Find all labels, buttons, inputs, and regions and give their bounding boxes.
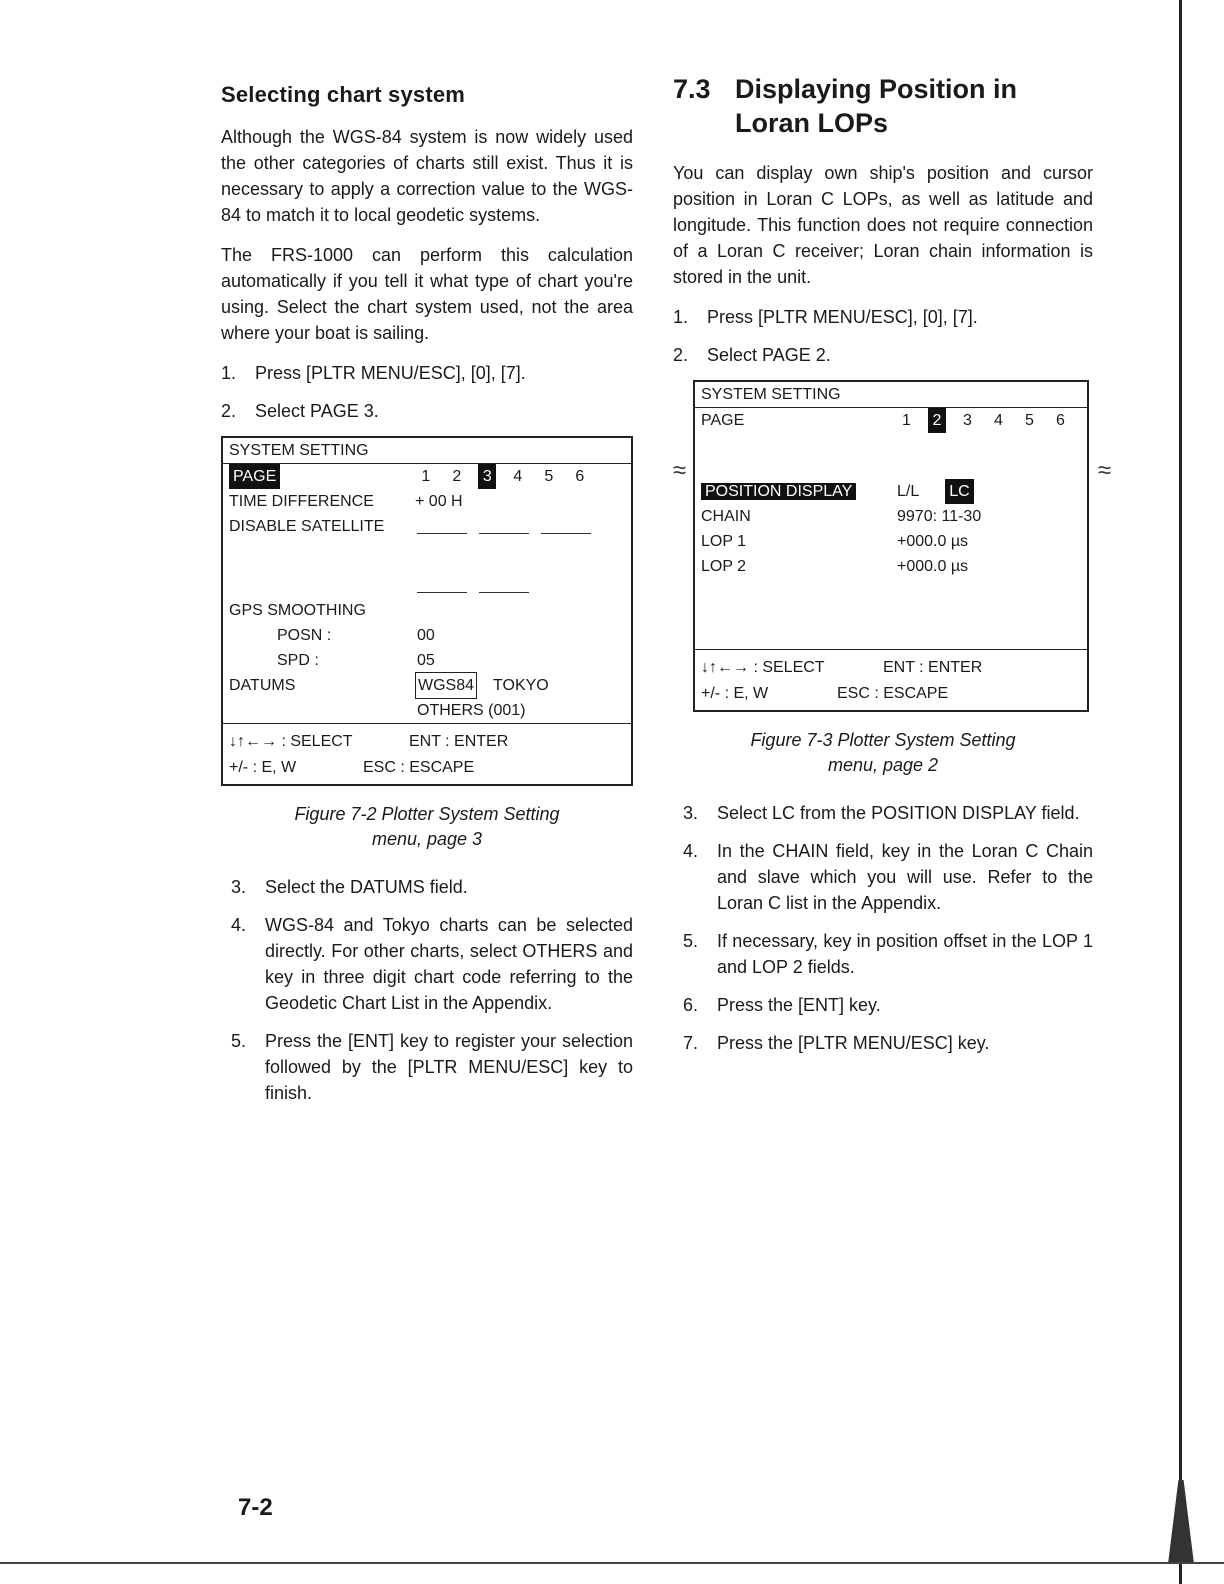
left-column: [221, 82, 633, 1118]
figure-caption: Figure 7-3 Plotter System Setting menu, page 2: [750, 730, 1016, 775]
list-item: 5. If necessary, key in position offset in the LOP 1 and LOP 2 fields.: [683, 931, 1093, 977]
page-selector: [410, 464, 595, 489]
figure-caption: Figure 7-2 Plotter System Setting menu, page 3: [294, 804, 560, 849]
footer-enter-hint: ENT : ENTER: [409, 732, 509, 750]
step-list: [673, 304, 1093, 368]
menu-row-datum-others: [223, 698, 631, 723]
system-setting-menu-page-3: [221, 436, 633, 786]
section-title: Displaying Position in Loran LOPs: [735, 74, 1018, 138]
datum-others[interactable]: OTHERS (001): [417, 702, 526, 719]
page-4[interactable]: 4: [994, 412, 1003, 429]
list-item: 1. Press [PLTR MENU/ESC], [0], [7].: [221, 363, 526, 383]
position-option-lc-selected[interactable]: LC: [945, 479, 973, 504]
menu-row-spacer: [223, 539, 631, 573]
position-display-field-selected[interactable]: POSITION DISPLAY: [701, 483, 856, 500]
right-column: [673, 72, 1111, 1068]
list-item: 4. In the CHAIN field, key in the Loran C Chain and slave which you will use. Refer to the Loran C list in the Appendix.: [683, 841, 1093, 913]
lop2-value[interactable]: +000.0 µs: [897, 558, 969, 575]
page-5[interactable]: 5: [544, 468, 554, 485]
paragraph: Although the WGS-84 system is now widely used the other categories of charts still exist. Thus it is necessary to apply a correction value to the WGS-84 to match it to local geodetic systems.: [221, 127, 633, 225]
satellite-slot[interactable]: [417, 519, 467, 534]
footer-escape-hint: ESC : ESCAPE: [363, 758, 475, 776]
footer-ew-hint: +/- : E, W: [701, 684, 769, 702]
list-item: 6. Press the [ENT] key.: [683, 995, 881, 1015]
menu-row-page: PAGE 1 2 3 4 5 6: [695, 408, 1087, 433]
paragraph: You can display own ship's position and cursor position in Loran C LOPs, as well as latitude and longitude. This function does not require connection of a Loran C receiver; Loran chain information is stored in the unit.: [673, 163, 1093, 287]
page-2[interactable]: 2: [452, 468, 462, 485]
page-3[interactable]: 3: [963, 412, 972, 429]
chain-value[interactable]: 9970: 11-30: [897, 508, 982, 525]
scan-edge-artifact: [1168, 1480, 1194, 1564]
subhead-selecting-chart-system: Selecting chart system: [221, 82, 466, 107]
menu-row-position-display: [695, 479, 1087, 504]
list-item: 2. Select PAGE 2.: [673, 345, 831, 365]
menu-row-page: [223, 464, 631, 489]
page-3-selected[interactable]: 3: [478, 464, 496, 489]
list-item: 2. Select PAGE 3.: [221, 401, 379, 421]
spd-value[interactable]: 05: [417, 652, 435, 669]
menu-row-gps-smoothing: GPS SMOOTHING: [229, 602, 366, 619]
menu-title: SYSTEM SETTING: [223, 438, 631, 464]
page-1[interactable]: 1: [421, 468, 431, 485]
list-item: 7. Press the [PLTR MENU/ESC] key.: [683, 1033, 990, 1053]
menu-footer: [695, 649, 1087, 710]
scan-edge-line: [1179, 0, 1182, 1584]
page-4[interactable]: 4: [513, 468, 523, 485]
list-item: 5. Press the [ENT] key to register your selection followed by the [PLTR MENU/ESC] key to finish.: [231, 1031, 633, 1103]
menu-row-lop2: LOP 2 +000.0 µs: [695, 554, 1087, 579]
lop1-value[interactable]: +000.0 µs: [897, 533, 969, 550]
satellite-slot[interactable]: [479, 578, 529, 593]
page-1[interactable]: 1: [902, 412, 911, 429]
menu-row-time-difference: TIME DIFFERENCE + 00 H: [223, 489, 631, 514]
menu-row-datums: DATUMS WGS84 TOKYO: [223, 673, 631, 698]
footer-select-hint: ↓↑←→ : SELECT: [701, 658, 825, 676]
footer-ew-hint: +/- : E, W: [229, 758, 297, 776]
posn-value[interactable]: 00: [417, 627, 435, 644]
list-item: 3. Select LC from the POSITION DISPLAY field.: [683, 803, 1080, 823]
footer-enter-hint: ENT : ENTER: [883, 658, 983, 676]
menu-row-disable-satellite: DISABLE SATELLITE: [223, 514, 631, 539]
menu-row-spd: SPD : 05: [223, 648, 631, 673]
menu-row-spacer: [695, 579, 1087, 649]
menu-break-gap: [695, 433, 1087, 479]
list-item: 1. Press [PLTR MENU/ESC], [0], [7].: [673, 307, 978, 327]
list-item: 3. Select the DATUMS field.: [231, 877, 468, 897]
page-5[interactable]: 5: [1025, 412, 1034, 429]
step-list: [221, 360, 633, 424]
paragraph: The FRS-1000 can perform this calculation automatically if you tell it what type of chart you're using. Select the chart system used, not the area where your boat is sailing.: [221, 245, 633, 343]
scan-bottom-line: [0, 1562, 1224, 1564]
footer-select-hint: ↓↑←→ : SELECT: [229, 732, 353, 750]
page-field-selected[interactable]: PAGE: [229, 464, 280, 489]
time-difference-value[interactable]: + 00 H: [415, 493, 463, 510]
menu-row-lop1: LOP 1 +000.0 µs: [695, 529, 1087, 554]
break-mark-icon: ≈: [1097, 457, 1111, 484]
datum-tokyo[interactable]: TOKYO: [493, 677, 549, 694]
menu-footer: [223, 723, 631, 784]
list-item: 4. WGS-84 and Tokyo charts can be selected directly. For other charts, select OTHERS and key in three digit chart code referring to the Geodetic Chart List in the Appendix.: [231, 915, 633, 1013]
datum-wgs84-selected[interactable]: WGS84: [415, 672, 477, 699]
satellite-slot[interactable]: [479, 519, 529, 534]
step-list: [231, 874, 633, 1106]
satellite-slot[interactable]: [541, 519, 591, 534]
page-6[interactable]: 6: [1056, 412, 1065, 429]
satellite-slot[interactable]: [417, 578, 467, 593]
menu-title: SYSTEM SETTING: [695, 382, 1087, 408]
step-list: [683, 800, 1093, 1056]
page-2-selected[interactable]: 2: [928, 408, 946, 433]
page-6[interactable]: 6: [575, 468, 585, 485]
footer-escape-hint: ESC : ESCAPE: [837, 684, 949, 702]
menu-row-chain: CHAIN 9970: 11-30: [695, 504, 1087, 529]
page-selector: [891, 408, 1076, 433]
position-option-ll[interactable]: L/L: [897, 483, 920, 500]
break-mark-icon: ≈: [673, 457, 687, 484]
menu-row-posn: POSN : 00: [223, 623, 631, 648]
page-number: 7-2: [238, 1494, 273, 1521]
section-number: 7.3: [673, 74, 711, 104]
section-heading: [673, 72, 1093, 140]
system-setting-menu-page-2: [673, 380, 1111, 712]
menu-row-satellite-slots-2: [223, 573, 631, 598]
